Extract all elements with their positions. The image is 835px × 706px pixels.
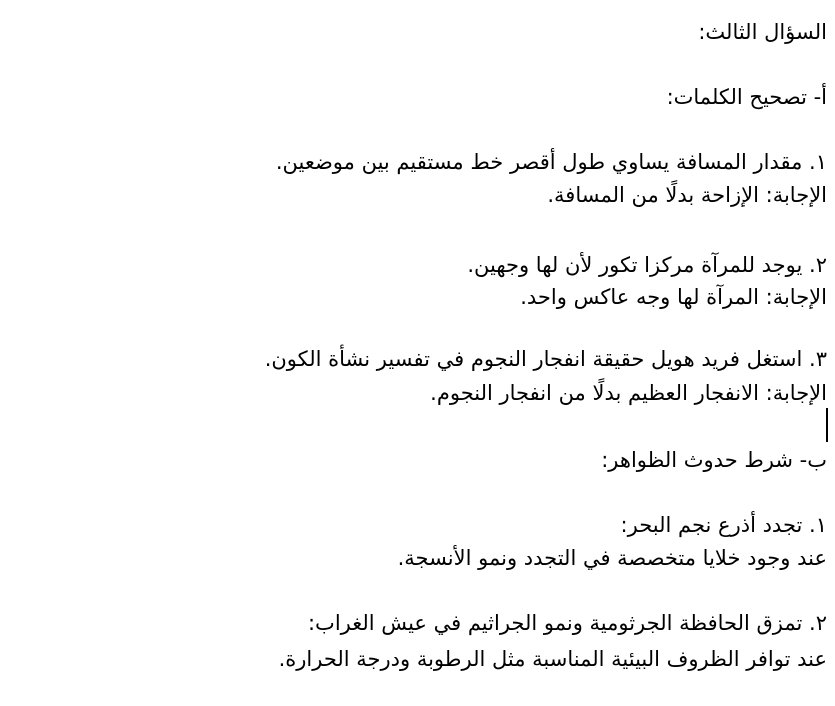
- section-a-item-1-statement: ١. مقدار المسافة يساوي طول أقصر خط مستقيم بين موضعين.: [275, 150, 827, 174]
- document-heading: السؤال الثالث:: [698, 20, 827, 44]
- section-b-item-2-answer: عند توافر الظروف البيئية المناسبة مثل الرطوبة ودرجة الحرارة.: [278, 647, 827, 671]
- section-a-item-3-statement: ٣. استغل فريد هويل حقيقة انفجار النجوم في تفسير نشأة الكون.: [264, 347, 827, 371]
- section-a-item-2-answer: الإجابة: المرآة لها وجه عاكس واحد.: [520, 285, 827, 309]
- section-a-item-2-statement: ٢. يوجد للمرآة مركزا تكور لأن لها وجهين.: [467, 253, 827, 277]
- section-b-item-2-statement: ٢. تمزق الحافظة الجرثومية ونمو الجراثيم في عيش الغراب:: [307, 611, 827, 635]
- section-b-item-1-answer: عند وجود خلايا متخصصة في التجدد ونمو الأنسجة.: [397, 546, 827, 570]
- section-b-title: ب- شرط حدوث الظواهر:: [601, 448, 827, 472]
- text-cursor: [826, 408, 828, 442]
- section-b-item-1-statement: ١. تجدد أذرع نجم البحر:: [620, 513, 827, 537]
- section-a-item-3-answer: الإجابة: الانفجار العظيم بدلًا من انفجار النجوم.: [430, 381, 827, 405]
- section-a-item-1-answer: الإجابة: الإزاحة بدلًا من المسافة.: [547, 183, 827, 207]
- section-a-title: أ- تصحيح الكلمات:: [666, 85, 827, 109]
